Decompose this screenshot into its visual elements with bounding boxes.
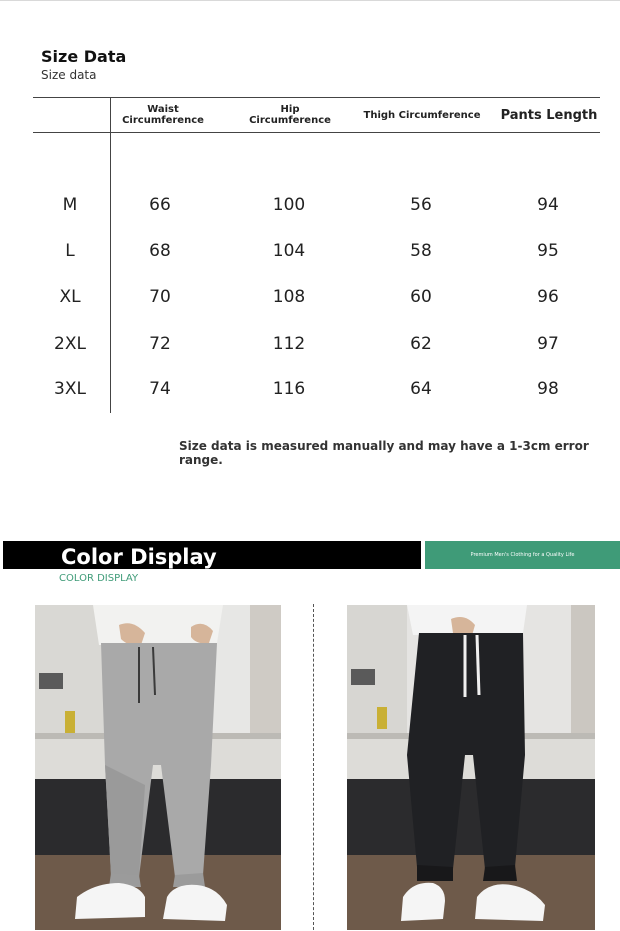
waist-value: 70 [149, 287, 171, 307]
header-pants-length: Pants Length [500, 107, 598, 123]
hip-value: 104 [272, 241, 306, 261]
waist-value: 72 [149, 334, 171, 354]
length-value: 98 [537, 379, 559, 399]
hip-value: 116 [272, 379, 306, 399]
top-divider [0, 0, 620, 1]
thigh-value: 64 [410, 379, 432, 399]
gray-pants-photo [35, 605, 281, 930]
color-display-subtitle: COLOR DISPLAY [59, 573, 139, 584]
photo-divider [313, 604, 314, 930]
hip-value: 112 [272, 334, 306, 354]
table-header-rule [33, 132, 600, 133]
size-label: 3XL [54, 379, 86, 399]
waist-value: 68 [149, 241, 171, 261]
color-display-title: Color Display [61, 545, 217, 569]
brand-tagline: Premium Men's Clothing for a Quality Life [470, 552, 575, 558]
size-label: XL [59, 287, 81, 307]
waist-value: 74 [149, 379, 171, 399]
size-label: 2XL [54, 334, 86, 354]
waist-value: 66 [149, 195, 171, 215]
header-thigh: Thigh Circumference [363, 109, 481, 121]
header-waist: Waist Circumference [122, 104, 204, 126]
length-value: 94 [537, 195, 559, 215]
thigh-value: 58 [410, 241, 432, 261]
hip-value: 100 [272, 195, 306, 215]
length-value: 97 [537, 334, 559, 354]
thigh-value: 56 [410, 195, 432, 215]
header-hip: Hip Circumference [249, 104, 331, 126]
size-data-title: Size Data [41, 47, 127, 66]
thigh-value: 62 [410, 334, 432, 354]
length-value: 95 [537, 241, 559, 261]
black-pants-photo [347, 605, 595, 930]
size-data-subtitle: Size data [41, 68, 97, 82]
brand-banner [425, 541, 620, 569]
thigh-value: 60 [410, 287, 432, 307]
header-size [33, 98, 110, 132]
measurement-note: Size data is measured manually and may have a 1-3cm error range. [179, 439, 589, 467]
size-label: L [65, 241, 75, 261]
size-label: M [62, 195, 78, 215]
length-value: 96 [537, 287, 559, 307]
hip-value: 108 [272, 287, 306, 307]
